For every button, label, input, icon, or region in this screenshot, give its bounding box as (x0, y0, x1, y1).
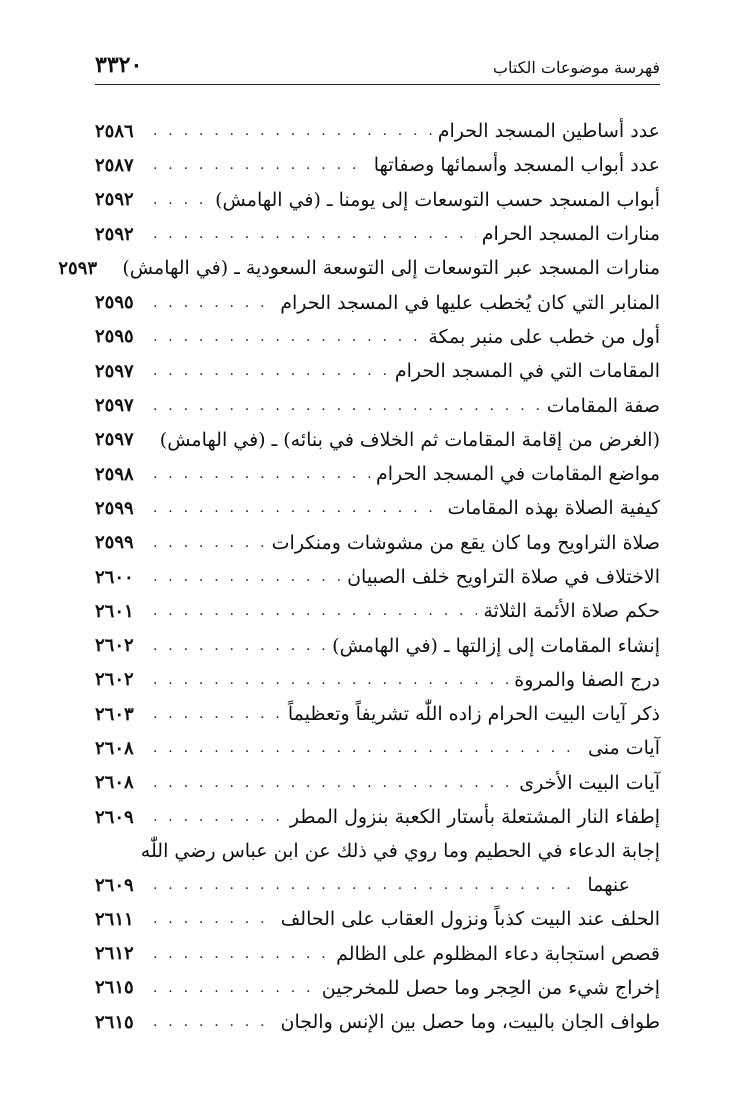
toc-entry-title: آيات البيت الأخرى (519, 771, 660, 794)
toc-entry-title: ذكر آيات البيت الحرام زاده اللّٰه تشريفاً وتعظيماً (287, 703, 660, 726)
toc-row (95, 354, 660, 388)
toc-entry-page: ٢٥٨٧ (95, 154, 134, 176)
toc-row (95, 971, 660, 1005)
toc-leader-dots (153, 121, 432, 141)
toc-entry-page: ٢٦٠٨ (95, 772, 134, 794)
toc-entry-title: منارات المسجد الحرام (481, 223, 660, 246)
toc-row (95, 457, 660, 491)
page-number: ٣٣٢٠ (95, 52, 143, 78)
toc-row (95, 320, 660, 354)
toc-entry-title: حكم صلاة الأئمة الثلاثة (483, 600, 660, 623)
toc-row (95, 114, 660, 148)
toc-leader-dots (153, 327, 422, 347)
toc-entry-title-line1: إجابة الدعاء في الحطيم وما روي في ذلك عن ابن عباس رضي اللّٰه (140, 840, 660, 863)
toc-entry-page: ٢٦٠٩ (95, 806, 134, 828)
page-header (95, 50, 660, 85)
toc-entry-page: ٢٥٩٢ (95, 223, 134, 245)
toc-entry-page: ٢٥٩٩ (95, 532, 134, 554)
toc-row (95, 800, 660, 834)
toc-leader-dots (153, 498, 441, 518)
toc-entry-page: ٢٦٠٢ (95, 635, 134, 657)
toc-leader-dots (153, 533, 266, 553)
toc-row (95, 731, 660, 765)
toc-entry-title: إطفاء النار المشتعلة بأستار الكعبة بنزول المطر (289, 806, 660, 829)
toc-row (95, 663, 660, 697)
toc-entry-page: ٢٥٩٩ (95, 497, 134, 519)
toc-leader-dots (153, 978, 316, 998)
toc-leader-dots (153, 155, 368, 175)
toc-leader-dots (153, 601, 477, 621)
toc-entry-page: ٢٥٩٧ (95, 395, 134, 417)
toc-entry-title: أول من خطب على منبر بمكة (428, 325, 660, 348)
toc-leader-dots (153, 636, 326, 656)
table-of-contents (58, 114, 660, 1039)
toc-row (95, 423, 660, 457)
toc-row (95, 628, 660, 662)
toc-row-wrapped (95, 834, 660, 902)
toc-row (95, 148, 660, 182)
toc-leader-dots (153, 773, 513, 793)
toc-entry-title: المنابر التي كان يُخطب عليها في المسجد الحرام (280, 291, 660, 314)
toc-row (95, 285, 660, 319)
toc-wrapped-entry (95, 834, 660, 902)
toc-entry-page: ٢٦٠٣ (95, 703, 134, 725)
toc-entry-title: صفة المقامات (546, 394, 660, 417)
toc-leader-dots (153, 670, 508, 690)
toc-row (95, 491, 660, 525)
toc-row (95, 902, 660, 936)
toc-row (95, 766, 660, 800)
toc-entry-page: ٢٦٠٠ (95, 566, 134, 588)
toc-entry-title: درج الصفا والمروة (514, 668, 660, 691)
toc-leader-dots (153, 1012, 275, 1032)
toc-entry-title: إنشاء المقامات إلى إزالتها ـ (في الهامش) (332, 634, 660, 657)
toc-leader-dots (153, 361, 389, 381)
toc-row (95, 937, 660, 971)
toc-entry-page: ٢٦١٥ (95, 977, 134, 999)
toc-leader-dots (153, 738, 582, 758)
toc-entry-title: أبواب المسجد حسب التوسعات إلى يومنا ـ (في الهامش) (215, 188, 660, 211)
toc-entry-page: ٢٥٩٧ (95, 429, 134, 451)
toc-entry-title: عدد أبواب المسجد وأسمائها وصفاتها (373, 154, 660, 177)
toc-entry-title: آيات منى (587, 737, 660, 760)
toc-entry-title: كيفية الصلاة بهذه المقامات (447, 497, 660, 520)
toc-entry-title-line2: عنهما (587, 874, 630, 897)
running-title: فهرسة موضوعات الكتاب (492, 58, 660, 77)
toc-row (95, 560, 660, 594)
toc-entry-page: ٢٥٩٧ (95, 360, 134, 382)
toc-leader-dots (153, 909, 275, 929)
toc-leader-dots (153, 396, 541, 416)
toc-leader-dots (153, 704, 282, 724)
toc-entry-title: الحلف عند البيت كذباً ونزول العقاب على الحالف (280, 908, 660, 931)
toc-entry-title: الاختلاف في صلاة التراويح خلف الصبيان (347, 566, 660, 588)
toc-row (95, 526, 660, 560)
toc-entry-title: مواضع المقامات في المسجد الحرام (376, 463, 660, 486)
toc-leader-dots (153, 944, 330, 964)
toc-entry-line2 (95, 868, 660, 902)
toc-entry-page: ٢٦١١ (95, 908, 134, 930)
toc-entry-page: ٢٦١٥ (95, 1011, 134, 1033)
toc-leader-dots (153, 190, 209, 210)
toc-leader-dots (153, 464, 370, 484)
toc-row (95, 388, 660, 422)
toc-leader-dots (153, 875, 581, 895)
toc-entry-page: ٢٦٠٨ (95, 737, 134, 759)
toc-entry-page: ٢٥٨٦ (95, 120, 134, 142)
toc-entry-title: (الغرض من إقامة المقامات ثم الخلاف في بنائه) ـ (في الهامش) (159, 428, 660, 451)
toc-entry-page: ٢٥٩٨ (95, 463, 134, 485)
toc-entry-page: ٢٥٩٢ (95, 189, 134, 211)
toc-entry-title: قصص استجابة دعاء المظلوم على الظالم (336, 942, 660, 965)
toc-entry-title: عدد أساطين المسجد الحرام (437, 120, 660, 143)
toc-leader-dots (153, 807, 284, 827)
toc-row (95, 183, 660, 217)
toc-row (95, 217, 660, 251)
toc-entry-title: المقامات التي في المسجد الحرام (394, 360, 660, 383)
toc-leader-dots (153, 224, 476, 244)
toc-entry-page: ٢٦٠٩ (95, 874, 134, 896)
toc-entry-page: ٢٦٠٢ (95, 669, 134, 691)
toc-row (95, 594, 660, 628)
toc-leader-dots (153, 293, 274, 313)
toc-entry-page: ٢٥٩٥ (95, 326, 134, 348)
toc-entry-page: ٢٦٠١ (95, 600, 134, 622)
toc-entry-title: طواف الجان بالبيت، وما حصل بين الإنس والجان (280, 1011, 660, 1034)
toc-entry-page: ٢٥٩٣ (58, 257, 98, 279)
toc-row (58, 251, 660, 285)
toc-row (95, 1005, 660, 1039)
toc-entry-page: ٢٥٩٥ (95, 292, 134, 314)
toc-row (95, 697, 660, 731)
toc-entry-title: صلاة التراويح وما كان يقع من مشوشات ومنكرات (271, 531, 660, 554)
toc-entry-title: منارات المسجد عبر التوسعات إلى التوسعة السعودية ـ (في الهامش) (122, 257, 660, 280)
toc-entry-title: إخراج شيء من الحِجر وما حصل للمخرجين (321, 976, 660, 999)
toc-leader-dots (153, 567, 341, 587)
toc-entry-page: ٢٦١٢ (95, 943, 134, 965)
